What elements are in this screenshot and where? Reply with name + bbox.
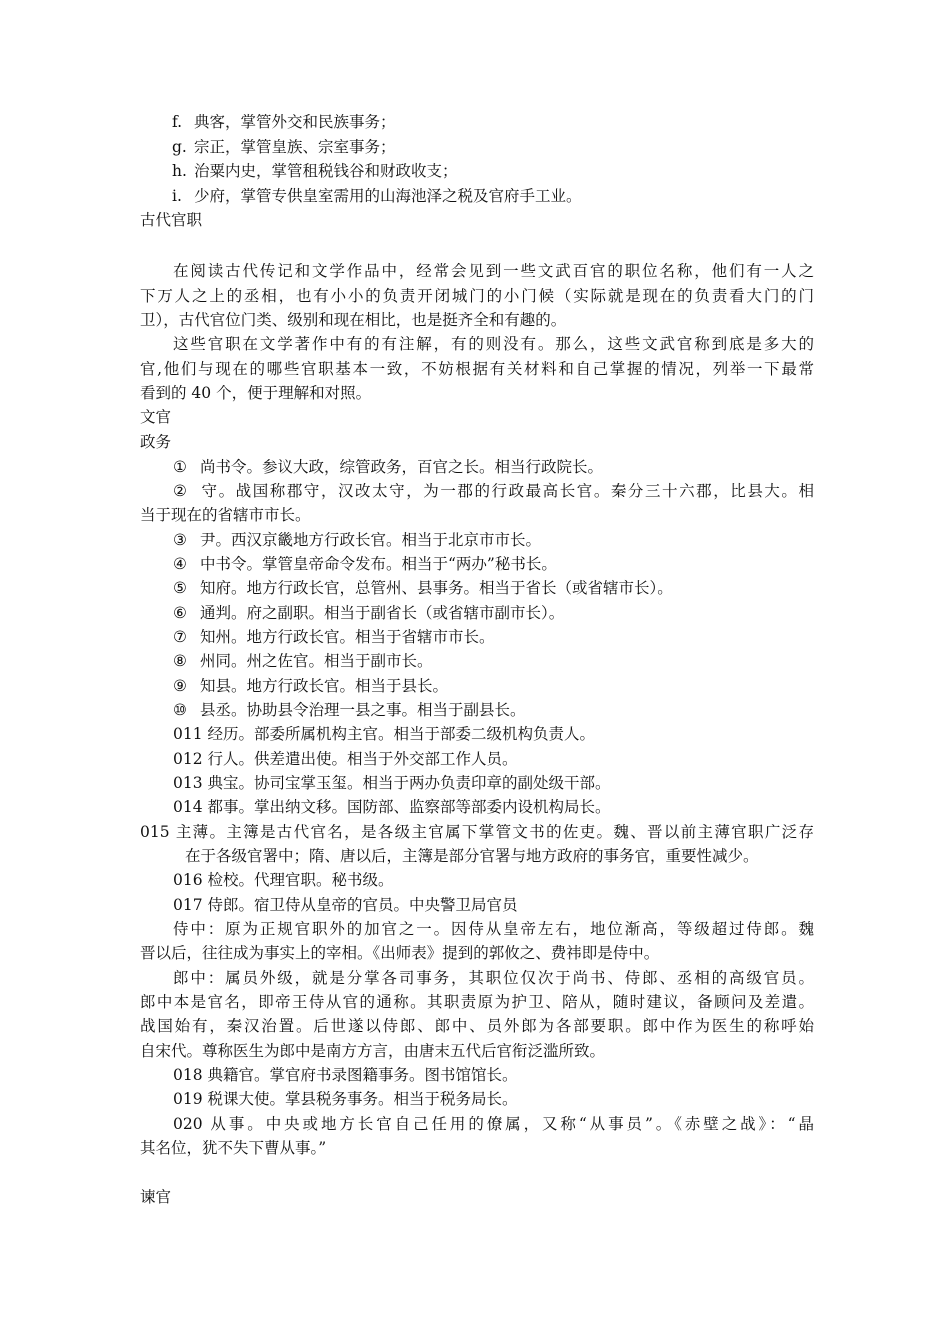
list-item-continuation: 当于现在的省辖市市长。 [140, 506, 311, 524]
list-item: ① 尚书令。参议大政，综管政务，百官之长。相当行政院长。 [173, 458, 604, 476]
paragraph-line: 020 从事。中央或地方长官自己任用的僚属，又称“从事员”。《赤壁之战》：“晶 [173, 1115, 814, 1133]
list-item: 017 侍郎。宿卫侍从皇帝的官员。中央警卫局官员 [173, 896, 518, 914]
list-item: ⑨ 知县。地方行政长官。相当于县长。 [173, 677, 449, 695]
section-heading-wenguan: 文官 [140, 408, 172, 426]
paragraph-line: 这些官职在文学著作中有的有注解，有的则没有。那么，这些文武官称到底是多大的 [173, 335, 814, 353]
paragraph-line: 官,他们与现在的哪些官职基本一致，不妨根据有关材料和自己掌握的情况，列举一下最常 [140, 360, 814, 378]
list-item: ⑤ 知府。地方行政长官，总管州、县事务。相当于省长（或省辖市长）。 [173, 579, 673, 597]
paragraph-line: 战国始有，秦汉治置。后世遂以侍郎、郎中、员外郎为各部要职。郎中作为医生的称呼始 [140, 1017, 814, 1035]
paragraph-line: 在阅读古代传记和文学作品中，经常会见到一些文武百官的职位名称，他们有一人之 [173, 262, 814, 280]
list-item: 012 行人。供差遣出使。相当于外交部工作人员。 [173, 750, 518, 768]
paragraph-line: 卫），古代官位门类、级别和现在相比，也是挺齐全和有趣的。 [140, 311, 567, 329]
section-heading-zhengwu: 政务 [140, 433, 172, 451]
list-item: ⑩ 县丞。协助县令治理一县之事。相当于副县长。 [173, 701, 526, 719]
paragraph-line: 自宋代。尊称医生为郎中是南方方言，由唐末五代后官衔泛滥所致。 [140, 1042, 606, 1060]
list-item: ⑧ 州同。州之佐官。相当于副市长。 [173, 652, 433, 670]
paragraph-line: 侍中：原为正规官职外的加官之一。因侍从皇帝左右，地位渐高，等级超过侍郎。魏 [173, 920, 814, 938]
paragraph-line: 郎中：属员外级，就是分掌各司事务，其职位仅次于尚书、侍郎、丞相的高级官员。 [173, 969, 814, 987]
list-item: ⑥ 通判。府之副职。相当于副省长（或省辖市副市长）。 [173, 604, 565, 622]
list-item: ④ 中书令。掌管皇帝命令发布。相当于“两办”秘书长。 [173, 555, 557, 573]
list-item: 014 都事。掌出纳文移。国防部、监察部等部委内设机构局长。 [173, 798, 611, 816]
paragraph-line: 看到的 40 个，便于理解和对照。 [140, 384, 372, 402]
list-item: 013 典宝。协司宝掌玉玺。相当于两办负责印章的副处级干部。 [173, 774, 611, 792]
paragraph-line: 下万人之上的丞相，也有小小的负责开闭城门的小门候（实际就是现在的负责看大门的门 [140, 287, 814, 305]
paragraph-line: 晋以后，往往成为事实上的宰相。《出师表》提到的郭攸之、费祎即是侍中。 [140, 944, 660, 962]
list-item: 019 税课大使。掌县税务事务。相当于税务局长。 [173, 1090, 518, 1108]
list-item: h. 治粟内史，掌管租税钱谷和财政收支； [172, 162, 458, 180]
list-item: 018 典籍官。掌官府书录图籍事务。图书馆馆长。 [173, 1066, 518, 1084]
section-heading-jianguan: 谏官 [140, 1188, 172, 1206]
section-title: 古代官职 [140, 211, 203, 229]
list-item: ③ 尹。西汉京畿地方行政长官。相当于北京市市长。 [173, 531, 542, 549]
paragraph-line: 其名位，犹不失下曹从事。” [140, 1139, 327, 1157]
list-item: ② 守。战国称郡守，汉改太守，为一郡的行政最高长官。秦分三十六郡，比县大。相 [173, 482, 814, 500]
list-item: 016 检校。代理官职。秘书级。 [173, 871, 394, 889]
list-item: g. 宗正，掌管皇族、宗室事务； [172, 138, 396, 156]
list-item: 015 主薄。主簿是古代官名，是各级主官属下掌管文书的佐吏。魏、晋以前主薄官职广泛存 [140, 823, 814, 841]
list-item: ⑦ 知州。地方行政长官。相当于省辖市市长。 [173, 628, 495, 646]
list-item: 011 经历。部委所属机构主官。相当于部委二级机构负责人。 [173, 725, 596, 743]
list-item: i. 少府，掌管专供皇室需用的山海池泽之税及官府手工业。 [172, 187, 582, 205]
list-item: f. 典客，掌管外交和民族事务； [172, 113, 396, 131]
list-item-continuation: 在于各级官署中；隋、唐以后，主簿是部分官署与地方政府的事务官，重要性减少。 [185, 847, 759, 865]
paragraph-line: 郎中本是官名，即帝王侍从官的通称。其职责原为护卫、陪从，随时建议，备顾问及差遣。 [140, 993, 814, 1011]
